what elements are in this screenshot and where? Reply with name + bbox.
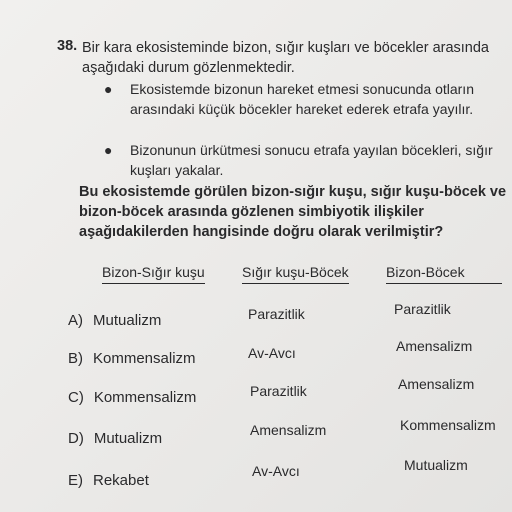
- option-col1: Kommensalizm: [93, 350, 196, 367]
- option-d[interactable]: [68, 430, 162, 447]
- question-stem: Bir kara ekosisteminde bizon, sığır kuşları ve böcekler arasında aşağıdaki durum gözlenmektedir.: [82, 40, 489, 76]
- option-e-col2: Av-Avcı: [252, 463, 300, 479]
- option-letter: C): [68, 389, 84, 406]
- option-a-col3: Parazitlik: [394, 301, 451, 317]
- option-c-col3: Amensalizm: [398, 376, 475, 392]
- option-b-col3: Amensalizm: [396, 338, 473, 354]
- option-letter: B): [68, 350, 83, 367]
- option-letter: A): [68, 312, 83, 329]
- option-e[interactable]: [68, 472, 149, 489]
- column-header-bizon-bocek: Bizon-Böcek: [386, 263, 502, 284]
- option-col1: Rekabet: [93, 472, 149, 489]
- question-number: 38.: [57, 38, 78, 54]
- bullet-text: Bizonunun ürkütmesi sonucu etrafa yayılan böcekleri, sığır kuşları yakalar.: [130, 142, 493, 178]
- bullet-text: Ekosistemde bizonun hareket etmesi sonucunda otların arasındaki küçük böcekler hareket ederek etrafa yayılır.: [130, 81, 474, 117]
- column-header-sigir-kusu-bocek: Sığır kuşu-Böcek: [242, 263, 349, 284]
- option-b-col2: Av-Avcı: [248, 345, 296, 361]
- column-header-bizon-sigir-kusu: Bizon-Sığır kuşu: [102, 263, 205, 284]
- option-c[interactable]: [68, 389, 196, 406]
- option-d-col3: Kommensalizm: [400, 417, 496, 433]
- option-letter: D): [68, 430, 84, 447]
- option-col1: Kommensalizm: [93, 389, 197, 406]
- bullet-dot-icon: ●: [104, 81, 113, 97]
- option-col1: Mutualizm: [93, 430, 163, 447]
- option-col1: Mutualizm: [93, 312, 162, 329]
- option-a-col2: Parazitlik: [248, 306, 305, 322]
- option-b[interactable]: [68, 350, 196, 367]
- bullet-item: [104, 79, 512, 139]
- question-prompt: Bu ekosistemde görülen bizon-sığır kuşu, sığır kuşu-böcek ve bizon-böcek arasında gözlenen simbiyotik ilişkiler aşağıdakilerden hangisinde doğru olarak verilmiştir?: [79, 184, 507, 240]
- option-c-col2: Parazitlik: [250, 383, 307, 399]
- bullet-dot-icon: ●: [104, 142, 113, 158]
- option-letter: E): [68, 472, 83, 489]
- option-e-col3: Mutualizm: [404, 457, 468, 473]
- bullet-item: [104, 140, 512, 180]
- option-d-col2: Amensalizm: [250, 422, 327, 438]
- option-a[interactable]: [68, 312, 161, 329]
